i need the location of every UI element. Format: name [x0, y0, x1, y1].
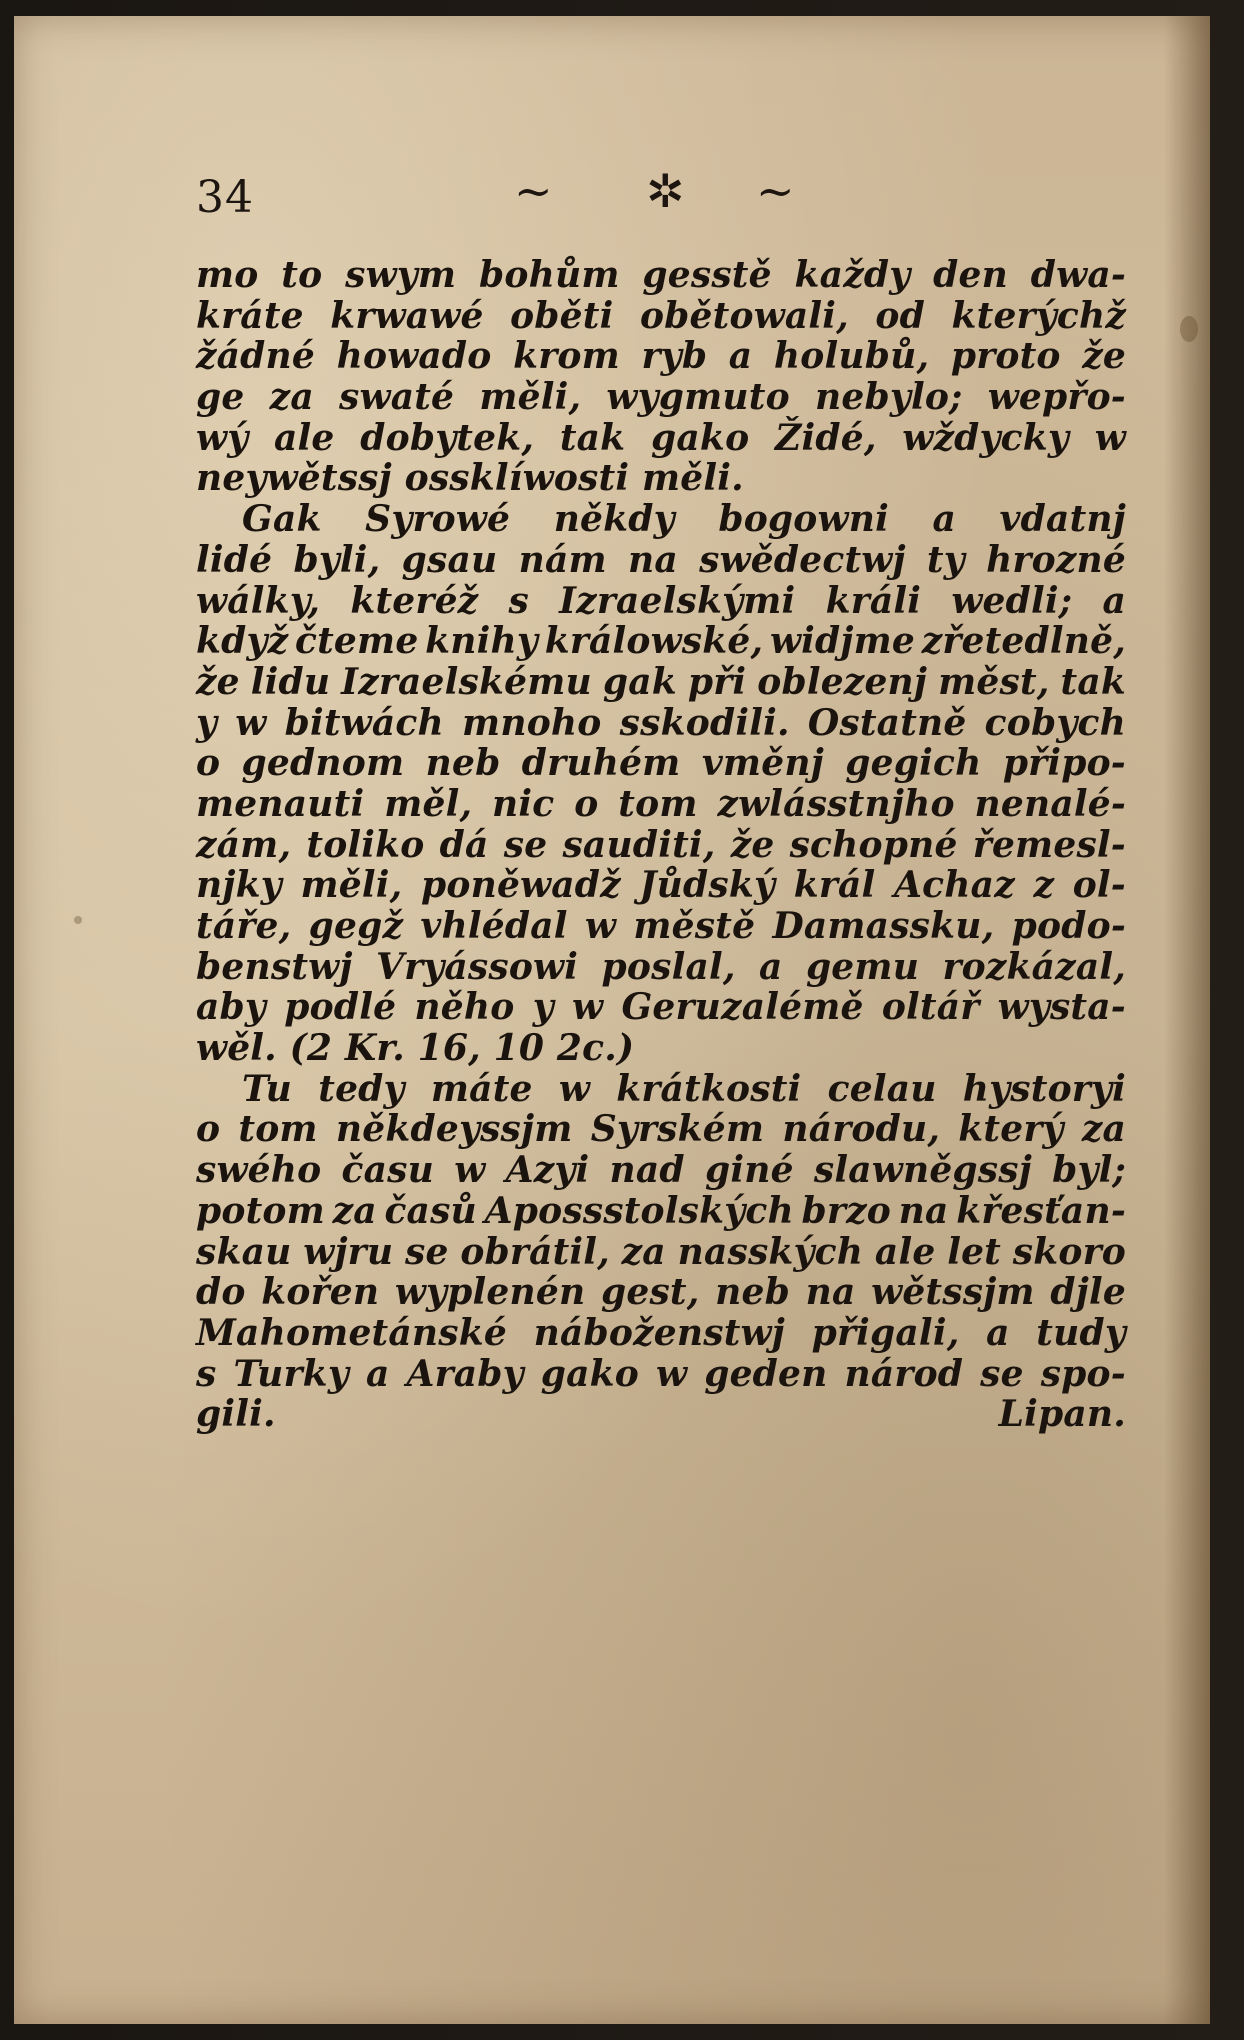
word: w [235, 701, 267, 744]
word: y [532, 986, 554, 1029]
word: gednom [241, 742, 405, 785]
word: a [365, 1352, 390, 1395]
word: wždycky [902, 416, 1069, 459]
word: na [805, 1271, 856, 1314]
paper-stain [74, 916, 82, 924]
word: a [759, 945, 783, 988]
word: přigali, [811, 1311, 960, 1354]
final-line [196, 1394, 1126, 1435]
word: že [1082, 335, 1126, 378]
word: let [947, 1230, 1001, 1273]
word: sskodili. [619, 701, 790, 744]
word: za [269, 376, 314, 419]
word: Apossstolských [484, 1189, 794, 1232]
word: krom [513, 335, 620, 378]
word: wepřo- [987, 376, 1126, 419]
word: byl; [1052, 1149, 1126, 1192]
word: který [958, 1108, 1064, 1151]
word: nenalé- [974, 782, 1126, 825]
word: w [572, 986, 604, 1029]
word: Gak [242, 498, 322, 541]
word: oblezenj [757, 660, 928, 703]
word: čteme [294, 620, 419, 663]
word: Vryássowi [375, 945, 579, 988]
word: den [933, 254, 1008, 296]
word: ol- [1072, 864, 1126, 907]
word: vdatnj [999, 498, 1126, 541]
text-line [196, 296, 1126, 337]
text-line [196, 743, 1126, 784]
word: tak [559, 416, 626, 459]
word: ale [874, 1230, 936, 1273]
word: swědectwj [699, 538, 906, 581]
word: ge [196, 376, 245, 419]
word: že [196, 660, 240, 703]
text-line [196, 784, 1126, 825]
word: to [281, 254, 323, 296]
word: tom [618, 782, 698, 825]
word: řemesl- [972, 823, 1126, 866]
word: howado [336, 335, 492, 378]
word: brzo [801, 1189, 891, 1232]
text-line [196, 499, 1126, 540]
word: Turky [233, 1352, 349, 1395]
header-ornament-right: ~ [756, 164, 795, 218]
word: král [793, 864, 876, 907]
text-line [196, 1354, 1126, 1395]
word: wálky, [196, 579, 321, 622]
word: proto [950, 335, 1061, 378]
word: králowské, [544, 620, 764, 663]
word: na [898, 1189, 949, 1232]
word: času [341, 1149, 435, 1192]
word: lidu [250, 660, 331, 703]
word: a [986, 1311, 1010, 1354]
word: kořen [261, 1271, 380, 1314]
text-line [196, 906, 1126, 947]
word: oltář [881, 986, 980, 1029]
word: časů [384, 1189, 477, 1232]
text-line: gili. [196, 1393, 276, 1436]
word: cobych [984, 701, 1126, 744]
word: krátkosti [616, 1067, 802, 1110]
text-line [196, 825, 1126, 866]
word: sauditi, [562, 823, 716, 866]
word: kteréž [350, 579, 479, 622]
word: djle [1050, 1271, 1126, 1314]
word: y [196, 701, 218, 744]
word: o [196, 742, 221, 785]
word: wjru [303, 1230, 394, 1273]
word: zřetedlně, [921, 620, 1126, 663]
word: ty [926, 538, 965, 581]
word: připo- [1002, 742, 1126, 785]
text-line [196, 255, 1126, 296]
body-text [196, 255, 1126, 1435]
page-number: 34 [196, 172, 254, 223]
word: widjme [769, 620, 915, 663]
word: wedli; [951, 579, 1073, 622]
word: knihy [425, 620, 538, 663]
word: s [508, 579, 529, 622]
word: máte [430, 1067, 533, 1110]
header-ornament-left: ~ [514, 164, 553, 218]
running-header [196, 164, 916, 232]
word: swého [196, 1149, 322, 1192]
text-line [196, 865, 1126, 906]
word: dwa- [1030, 254, 1126, 296]
word: ryb [641, 335, 708, 378]
word: gesstě [642, 254, 772, 296]
word: Ostatně [807, 701, 967, 744]
word: swaté [339, 376, 455, 419]
word: měst, [938, 660, 1050, 703]
word: z [1033, 864, 1055, 907]
word: když [196, 620, 289, 663]
word: Syrowé [365, 498, 511, 541]
text-line [196, 1232, 1126, 1273]
word: bitwách [284, 701, 444, 744]
word: za [1081, 1108, 1126, 1151]
word: gako [540, 1352, 640, 1395]
text-line [196, 703, 1126, 744]
word: Židé, [775, 416, 877, 459]
word: někdeyssjm [335, 1108, 573, 1151]
word: gako [651, 416, 750, 459]
header-ornament-center: ✲ [646, 164, 685, 218]
word: w [558, 1067, 591, 1110]
word: a [1102, 579, 1126, 622]
word: nad [609, 1149, 685, 1192]
word: aby [196, 986, 267, 1029]
text-line [196, 1191, 1126, 1232]
word: se [980, 1352, 1024, 1395]
word: poněwadž [420, 864, 621, 907]
word: giné [704, 1149, 794, 1192]
word: s [196, 1352, 217, 1395]
word: hrozné [986, 538, 1126, 581]
text-line [196, 1272, 1126, 1313]
word: schopné [789, 823, 958, 866]
paper-stain [1180, 316, 1198, 342]
word: táře, [196, 905, 292, 947]
word: každy [794, 254, 911, 296]
word: podo- [1011, 905, 1126, 947]
text-line [196, 621, 1126, 662]
word: o [196, 1108, 221, 1151]
text-line [196, 540, 1126, 581]
text-line [196, 1069, 1126, 1110]
word: slawněgssj [813, 1149, 1032, 1192]
word: w [1094, 416, 1126, 459]
word: dobytek, [360, 416, 535, 459]
text-line [196, 1313, 1126, 1354]
word: poslal, [601, 945, 736, 988]
word: skau [196, 1230, 292, 1273]
word: Azyi [505, 1149, 590, 1192]
word: něho [414, 986, 515, 1029]
word: wětssjm [871, 1271, 1035, 1314]
word: krwawé [330, 294, 484, 337]
word: holubů, [773, 335, 930, 378]
word: lidé [196, 538, 273, 581]
word: náboženstwj [533, 1311, 785, 1354]
word: ale [274, 416, 335, 459]
word: w [656, 1352, 688, 1395]
word: byli, [293, 538, 381, 581]
text-line [196, 987, 1126, 1028]
author-signature: Lipan. [998, 1393, 1126, 1436]
word: gegich [845, 742, 982, 785]
word: mo [196, 254, 259, 296]
word: Geruzalémě [621, 986, 864, 1029]
word: bohům [478, 254, 620, 296]
word: kterýchž [951, 294, 1126, 337]
word: gak [602, 660, 677, 703]
word: měl, [384, 782, 473, 825]
word: o [574, 782, 599, 825]
word: menauti [196, 782, 365, 825]
text-line [196, 947, 1126, 988]
word: na [627, 538, 678, 581]
word: tak [1060, 660, 1126, 703]
word: od [875, 294, 925, 337]
word: Izraelskému [341, 660, 592, 703]
word: tedy [318, 1067, 405, 1110]
word: Jůdský [639, 864, 776, 907]
word: neb [715, 1271, 790, 1314]
word: gsau [401, 538, 498, 581]
word: gegž [308, 905, 404, 947]
text-line [196, 418, 1126, 459]
word: swym [345, 254, 457, 296]
word: neb [425, 742, 501, 785]
word: nebylo; [815, 376, 963, 419]
word: za [621, 1230, 666, 1273]
word: oběti [510, 294, 614, 337]
word: králi [825, 579, 922, 622]
word: žádné [196, 335, 316, 378]
word: někdy [553, 498, 675, 541]
word: podlé [284, 986, 397, 1029]
word: skoro [1012, 1230, 1126, 1273]
word: městě [633, 905, 756, 947]
word: Achaz [894, 864, 1015, 907]
word: toliko [306, 823, 425, 866]
word: Izraelskými [559, 579, 796, 622]
word: w [584, 905, 617, 947]
word: vměnj [701, 742, 824, 785]
word: křesťan- [956, 1189, 1126, 1232]
word: rozkázal, [942, 945, 1126, 988]
word: gest, [600, 1271, 700, 1314]
word: geden [704, 1352, 828, 1395]
word: spo- [1040, 1352, 1126, 1395]
word: že [730, 823, 775, 866]
word: wysta- [997, 986, 1126, 1029]
word: měli, [479, 376, 582, 419]
word: Damassku, [772, 905, 995, 947]
text-line [196, 662, 1126, 703]
word: nic [492, 782, 555, 825]
word: obrátil, [460, 1230, 610, 1273]
text-line [196, 377, 1126, 418]
word: se [404, 1230, 449, 1273]
word: hystoryi [962, 1067, 1126, 1110]
word: národu, [782, 1108, 941, 1151]
word: benstwj [196, 945, 353, 988]
word: bogowni [718, 498, 889, 541]
text-line [196, 1109, 1126, 1150]
word: Syrském [590, 1108, 765, 1151]
word: do [196, 1271, 246, 1314]
word: Araby [406, 1352, 524, 1395]
word: njky [196, 864, 282, 907]
text-line [196, 336, 1126, 377]
word: dá [439, 823, 489, 866]
text-line [196, 1150, 1126, 1191]
word: při [687, 660, 747, 703]
word: Tu [242, 1067, 293, 1110]
word: zám, [196, 823, 292, 866]
word: celau [827, 1067, 937, 1110]
word: kráte [196, 294, 304, 337]
word: wyplenén [394, 1271, 586, 1314]
word: druhém [521, 742, 681, 785]
text-line: neywětssj ossklíwosti měli. [196, 457, 744, 500]
word: tudy [1036, 1311, 1126, 1354]
word: obětowali, [639, 294, 849, 337]
word: wý [196, 416, 249, 459]
word: se [503, 823, 548, 866]
text-line: wěl. (2 Kr. 16, 10 2c.) [196, 1027, 635, 1070]
word: nám [518, 538, 607, 581]
word: národ [844, 1352, 964, 1395]
word: nasských [677, 1230, 864, 1273]
word: a [728, 335, 753, 378]
word: zwlásstnjho [717, 782, 955, 825]
word: za [332, 1189, 377, 1232]
word: a [932, 498, 957, 541]
word: mnoho [462, 701, 602, 744]
word: měli, [300, 864, 403, 907]
text-line [196, 581, 1126, 622]
word: Mahometánské [196, 1311, 508, 1354]
word: gemu [805, 945, 920, 988]
word: vhlédal [420, 905, 568, 947]
word: w [454, 1149, 486, 1192]
word: potom [196, 1189, 325, 1232]
word: tom [238, 1108, 318, 1151]
word: wygmuto [606, 376, 790, 419]
